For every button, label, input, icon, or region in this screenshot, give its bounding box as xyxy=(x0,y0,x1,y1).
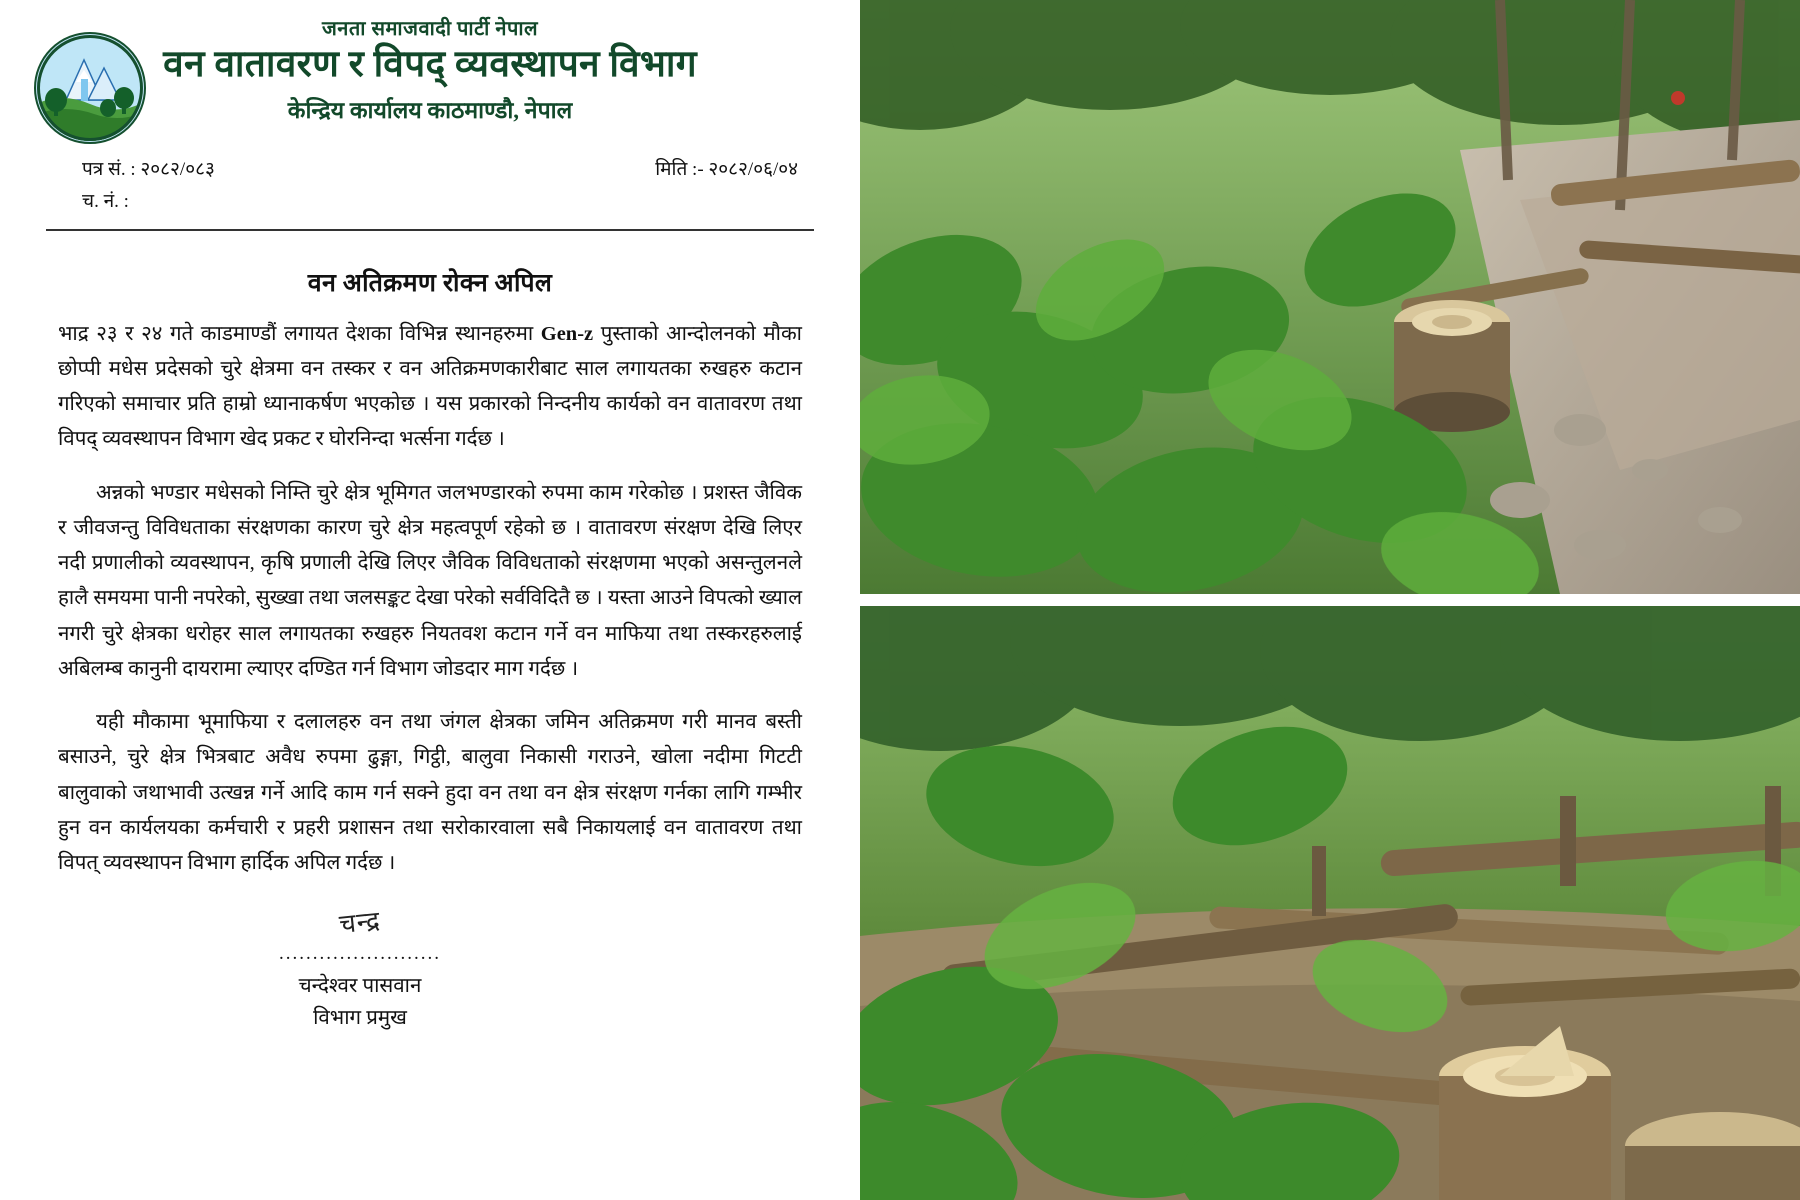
handwritten-signature: चन्द्र xyxy=(337,906,383,940)
paragraph-1: भाद्र २३ र २४ गते काडमाण्डौं लगायत देशका विभिन्न स्थानहरुमा Gen-z पुस्ताको आन्दोलनको मौका छोप्पी मधेस प्रदेसको चुरे क्षेत्रमा वन तस्कर र वन अतिक्रमणकारीबाट साल लगायतका रुखहरु कटान गरिएको समाचार प्रति हाम्रो ध्यानाकर्षण भएकोछ । यस प्रकारको निन्दनीय कार्यको वन वातावरण तथा विपद् व्यवस्थापन विभाग खेद प्रकट र घोरनिन्दा भर्त्सना गर्दछ । xyxy=(58,322,802,451)
letter-panel xyxy=(0,0,860,1200)
paragraph-2: अन्नको भण्डार मधेसको निम्ति चुरे क्षेत्र भूमिगत जलभण्डारको रुपमा काम गरेकोछ । प्रशस्त जैविक र जीवजन्तु विविधताका संरक्षणका कारण चुरे क्षेत्र महत्वपूर्ण रहेको छ । वातावरण संरक्षण देखि लिएर नदी प्रणालीको व्यवस्थापन, कृषि प्रणाली देखि लिएर जैविक विविधताको संरक्षणमा भएको असन्तुलनले हालै समयमा पानी नपरेको, सुख्खा तथा जलसङ्कट देखा परेको सर्वविदितै छ । यस्ता आउने विपत्को ख्याल नगरी चुरे क्षेत्रका धरोहर साल लगायतका रुखहरु नियतवश कटान गर्ने वन माफिया तथा तस्करहरुलाई अबिलम्ब कानुनी दायरामा ल्याएर दण्डित गर्न विभाग जोडदार माग गर्दछ । xyxy=(58,481,802,680)
mountain-forest-logo-icon xyxy=(34,32,146,144)
document-title: वन अतिक्रमण रोक्न अपिल xyxy=(307,269,553,297)
gen-z-term: Gen-z xyxy=(540,322,594,345)
letter-meta xyxy=(40,155,820,219)
department-title: वन वातावरण र विपद् व्यवस्थापन विभाग xyxy=(163,44,697,85)
signatory-name: चन्देश्वर पासवान xyxy=(298,975,422,998)
signature-line: ........................ xyxy=(279,943,441,965)
paragraph-3: यही मौकामा भूमाफिया र दलालहरु वन तथा जंगल क्षेत्रका जमिन अतिक्रमण गरी मानव बस्ती बसाउने, चुरे क्षेत्र भित्रबाट अवैध रुपमा ढुङ्गा, गिट्ठी, बालुवा निकासी गराउने, खोला नदीमा गिटटी बालुवाको जथाभावी उत्खन्न गर्ने आदि काम गर्न सक्ने हुदा वन तथा वन क्षेत्र संरक्षण गर्नका लागि गम्भीर हुन वन कार्यलयका कर्मचारी र प्रहरी प्रशासन तथा सरोकारवाला सबै निकायलाई वन वातावरण तथा विपत् व्यवस्थापन विभाग हार्दिक अपिल गर्दछ । xyxy=(58,711,802,875)
cha-number: च. नं. : xyxy=(82,190,129,212)
letter-date: मिति :- २०८२/०६/०४ xyxy=(655,158,798,180)
office-line: केन्द्रिय कार्यालय काठमाण्डौ, नेपाल xyxy=(287,97,573,123)
photo-divider xyxy=(860,594,1800,606)
letter-number: पत्र सं. : २०८२/०८३ xyxy=(82,158,215,180)
signatory-role: विभाग प्रमुख xyxy=(313,1007,407,1030)
letter-body xyxy=(40,317,820,882)
header-divider xyxy=(46,229,814,231)
signature-block xyxy=(40,899,820,1031)
felled-logs-stumps-photo xyxy=(860,606,1800,1200)
party-name: जनता समाजवादी पार्टी नेपाल xyxy=(321,18,539,40)
photo-column xyxy=(860,0,1800,1200)
letterhead xyxy=(40,10,820,125)
felled-trees-forest-road-photo xyxy=(860,0,1800,594)
